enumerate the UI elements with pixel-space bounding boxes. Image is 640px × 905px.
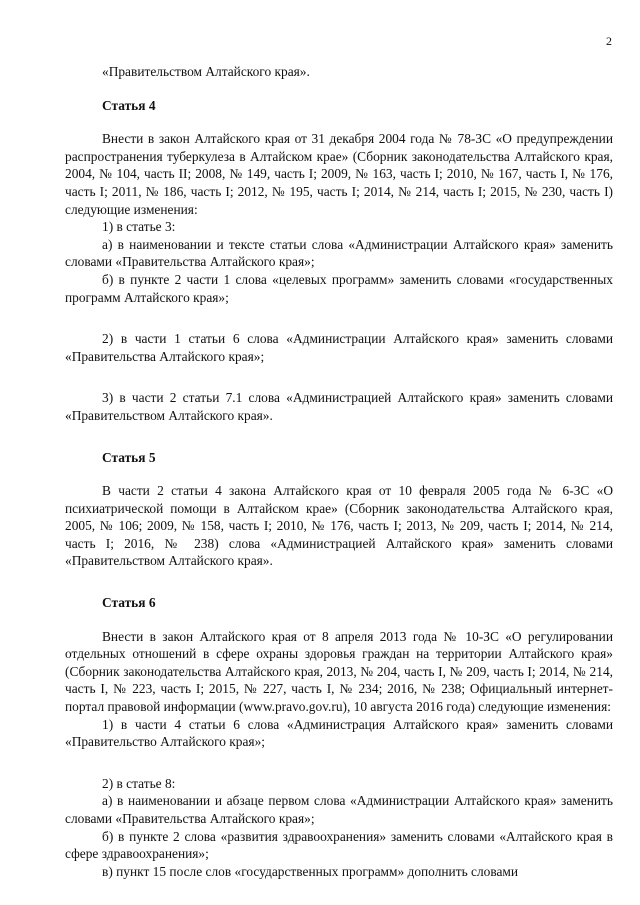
article-4-item-2: 2) в части 1 статьи 6 слова «Администрации Алтайского края» заменить словами «Правительства Алтайского края»; xyxy=(65,331,613,364)
article-6-item-2c: в) пункт 15 после слов «государственных программ» дополнить словами xyxy=(102,863,519,879)
article-4-intro: Внести в закон Алтайского края от 31 декабря 2004 года № 78-ЗС «О предупреждении распространения туберкулеза в Алтайском крае» (Сборник законодательства Алтайского края, 2004, № 104, часть II; 2008, № 149, часть I; 2009, № 163, часть I; 2010, № 167, часть I, № 176, часть I; 2011, № 186, часть I; 2012, № 195, часть I; 2014, № 214, часть I; 2015, № 230, часть I) следующие изменения: xyxy=(65,131,613,217)
document-body xyxy=(65,63,613,880)
article-4-heading: Статья 4 xyxy=(102,97,156,113)
article-4-item-3: 3) в части 2 статьи 7.1 слова «Администрацией Алтайского края» заменить словами «Правительством Алтайского края». xyxy=(65,390,613,423)
intro-tail-paragraph: «Правительством Алтайского края». xyxy=(102,64,310,79)
article-4-item-1: 1) в статье 3: xyxy=(102,219,176,235)
article-4-item-1b: б) в пункте 2 части 1 слова «целевых программ» заменить словами «государственных программ Алтайского края»; xyxy=(65,271,613,305)
article-5-text: В части 2 статьи 4 закона Алтайского края от 10 февраля 2005 года № 6-ЗС «О психиатрической помощи в Алтайском крае» (Сборник законодательства Алтайского края, 2005, № 106; 2009, № 158, часть I; 2010, № 176, часть I; 2013, № 209, часть I; 2014, № 214, часть I; 2016, № 238) слова «Администрацией Алтайского края» заменить словами «Правительством Алтайского края». xyxy=(65,483,613,569)
article-6-item-2b: б) в пункте 2 слова «развития здравоохранения» заменить словами «Алтайского края в сфере здравоохранения»; xyxy=(65,828,613,862)
article-6-item-2: 2) в статье 8: xyxy=(102,775,176,791)
article-6-item-1: 1) в части 4 статьи 6 слова «Администрация Алтайского края» заменить словами «Правительство Алтайского края»; xyxy=(65,716,613,750)
page-number: 2 xyxy=(606,34,612,48)
article-6-heading: Статья 6 xyxy=(102,595,156,611)
article-5-heading: Статья 5 xyxy=(102,449,156,465)
article-6-intro: Внести в закон Алтайского края от 8 апреля 2013 года № 10-ЗС «О регулировании отдельных отношений в сфере охраны здоровья граждан на территории Алтайского края» (Сборник законодательства Алтайского края, 2013, № 204, часть I, № 209, часть I; 2014, № 214, часть I, № 223, часть I; 2015, № 227, часть I, № 234; 2016, № 238; Официальный интернет-портал правовой информации (www.pravo.gov.ru), 10 августа 2016 года) следующие изменения: xyxy=(65,628,613,715)
article-4-item-1a: а) в наименовании и тексте статьи слова «Администрации Алтайского края» заменить словами «Правительства Алтайского края»; xyxy=(65,236,613,270)
article-6-item-2a: а) в наименовании и абзаце первом слова «Администрации Алтайского края» заменить словами «Правительства Алтайского края»; xyxy=(65,793,613,826)
